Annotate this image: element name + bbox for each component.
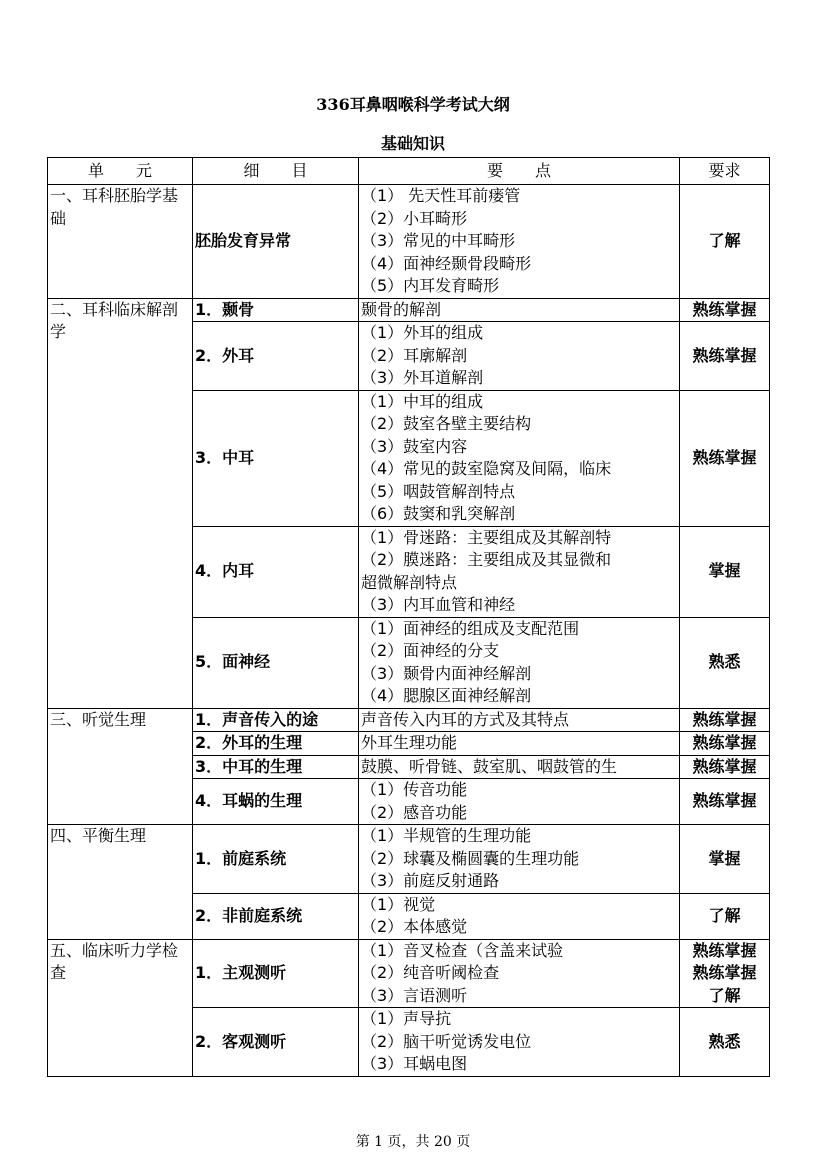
requirement-label: 熟练掌握	[692, 709, 757, 729]
page-footer: 第 1 页，共 20 页	[355, 1134, 471, 1150]
point-item: （2）脑干听觉诱发电位	[361, 1031, 532, 1051]
point-item: （3）前庭反射通路	[361, 871, 500, 890]
point-item: （4）腮腺区面神经解剖	[361, 686, 532, 705]
points-cell	[359, 893, 680, 939]
point-item: 超微解剖特点	[361, 572, 458, 592]
requirement-cell	[680, 1008, 770, 1077]
point-item: （2）本体感觉	[361, 917, 468, 936]
points-cell	[359, 298, 680, 322]
section-subtitle: 基础知识	[380, 134, 445, 153]
point-item: （1）面神经的组成及支配范围	[361, 618, 580, 638]
requirement-cell	[680, 893, 770, 939]
detail-label: 2．客观测听	[195, 1031, 287, 1051]
detail-label: 3．中耳	[195, 447, 255, 467]
point-item: （1）外耳的组成	[361, 323, 484, 342]
detail-label: 3．中耳的生理	[195, 756, 303, 776]
point-item: （3）言语测听	[361, 985, 468, 1005]
requirement-label: 熟练掌握	[692, 345, 757, 365]
requirement-cell	[680, 732, 770, 756]
points-cell	[359, 322, 680, 391]
requirement-cell	[680, 708, 770, 732]
points-cell	[359, 755, 680, 779]
point-item: （5）咽鼓管解剖特点	[361, 481, 516, 501]
requirement-label: 掌握	[708, 561, 741, 581]
points-cell	[359, 185, 680, 299]
requirement-cell	[680, 755, 770, 779]
header-detail: 细 目	[193, 158, 359, 185]
detail-cell	[193, 708, 359, 732]
table-row	[48, 825, 770, 894]
point-item: （3）外耳道解剖	[361, 368, 484, 387]
point-item: （3）常见的中耳畸形	[361, 231, 516, 250]
unit-cell	[48, 185, 193, 299]
point-item: （3）耳蜗电图	[361, 1054, 468, 1073]
points-cell	[359, 779, 680, 825]
header-unit: 单 元	[48, 158, 193, 185]
detail-cell	[193, 185, 359, 299]
syllabus-table	[47, 157, 770, 1077]
unit-cell	[48, 298, 193, 708]
table-body	[48, 185, 770, 1077]
point-item: （2）小耳畸形	[361, 208, 468, 228]
detail-cell	[193, 298, 359, 322]
points-cell	[359, 939, 680, 1008]
point-item: （2）面神经的分支	[361, 641, 500, 660]
detail-label: 2．外耳	[195, 345, 255, 365]
detail-cell	[193, 825, 359, 894]
detail-label: 2．非前庭系统	[195, 905, 303, 925]
unit-cell	[48, 939, 193, 1076]
detail-label: 1．前庭系统	[195, 848, 287, 868]
point-item: （3）鼓室内容	[361, 436, 468, 456]
requirement-label: 熟练掌握	[692, 791, 757, 811]
detail-cell	[193, 526, 359, 617]
points-cell	[359, 526, 680, 617]
table-row	[48, 185, 770, 299]
point-item: （2）耳廓解剖	[361, 345, 468, 365]
requirement-label: 了解	[708, 985, 741, 1005]
requirement-cell	[680, 298, 770, 322]
requirement-label: 熟悉	[708, 652, 741, 672]
detail-cell	[193, 893, 359, 939]
point-item: （4）面神经颞骨段畸形	[361, 253, 532, 273]
point-item: （1）视觉	[361, 894, 436, 914]
point-item: （6）鼓窦和乳突解剖	[361, 504, 516, 523]
points-cell	[359, 1008, 680, 1077]
point-item: （1）传音功能	[361, 780, 468, 799]
points-cell	[359, 617, 680, 708]
detail-label: 1．声音传入的途	[195, 709, 319, 729]
point-item: （5）内耳发育畸形	[361, 276, 500, 295]
table-header-row	[48, 158, 770, 185]
requirement-cell	[680, 185, 770, 299]
point-item: （2）鼓室各壁主要结构	[361, 414, 532, 433]
header-points: 要 点	[359, 158, 680, 185]
detail-label: 4．耳蜗的生理	[195, 791, 303, 811]
point-item: 声音传入内耳的方式及其特点	[361, 709, 570, 729]
requirement-label: 熟练掌握	[692, 447, 757, 467]
point-item: 颞骨的解剖	[361, 299, 442, 319]
point-item: （1）半规管的生理功能	[361, 826, 532, 845]
point-item: （1）骨迷路：主要组成及其解剖特	[361, 527, 612, 547]
requirement-label: 了解	[708, 231, 741, 250]
requirement-label: 了解	[708, 905, 741, 925]
detail-cell	[193, 1008, 359, 1077]
unit-label: 五、临床听力学检查	[50, 940, 179, 982]
point-item: （1）声导抗	[361, 1009, 452, 1028]
requirement-cell	[680, 322, 770, 391]
requirement-label: 熟练掌握	[692, 733, 757, 752]
unit-label: 一、耳科胚胎学基础	[50, 186, 179, 228]
points-cell	[359, 732, 680, 756]
point-item: （2）球囊及椭圆囊的生理功能	[361, 848, 580, 868]
points-cell	[359, 708, 680, 732]
requirement-label: 熟练掌握	[692, 940, 757, 960]
point-item: 外耳生理功能	[361, 733, 458, 752]
requirement-label: 熟练掌握	[692, 963, 757, 982]
detail-label: 5．面神经	[195, 652, 271, 672]
unit-cell	[48, 708, 193, 825]
point-item: （3）内耳血管和神经	[361, 595, 516, 614]
requirement-label: 掌握	[708, 848, 741, 868]
requirement-label: 熟悉	[708, 1031, 741, 1051]
detail-cell	[193, 322, 359, 391]
detail-label: 4．内耳	[195, 561, 255, 581]
unit-cell	[48, 825, 193, 940]
table-row	[48, 298, 770, 322]
detail-cell	[193, 755, 359, 779]
requirement-cell	[680, 390, 770, 526]
point-item: （1） 先天性耳前瘘管	[361, 186, 521, 205]
detail-label: 2．外耳的生理	[195, 733, 303, 752]
points-cell	[359, 390, 680, 526]
detail-cell	[193, 779, 359, 825]
unit-label: 二、耳科临床解剖学	[50, 299, 179, 341]
detail-cell	[193, 732, 359, 756]
requirement-cell	[680, 825, 770, 894]
table-row	[48, 708, 770, 732]
requirement-label: 熟练掌握	[692, 756, 757, 776]
detail-label: 胚胎发育异常	[195, 231, 292, 250]
requirement-cell	[680, 526, 770, 617]
point-item: （1）音叉检查（含盖来试验	[361, 940, 564, 960]
point-item: （1）中耳的组成	[361, 391, 484, 411]
detail-label: 1．主观测听	[195, 963, 287, 982]
unit-label: 三、听觉生理	[50, 709, 147, 729]
table-row	[48, 939, 770, 1008]
detail-cell	[193, 390, 359, 526]
point-item: （2）感音功能	[361, 802, 468, 822]
requirement-cell	[680, 779, 770, 825]
requirement-cell	[680, 939, 770, 1008]
requirement-label: 熟练掌握	[692, 299, 757, 319]
point-item: （3）颞骨内面神经解剖	[361, 663, 532, 683]
detail-cell	[193, 939, 359, 1008]
page-title: 336耳鼻咽喉科学考试大纲	[316, 95, 510, 114]
point-item: （2）纯音听阈检查	[361, 963, 500, 982]
header-requirement: 要求	[680, 158, 770, 185]
points-cell	[359, 825, 680, 894]
point-item: （2）膜迷路：主要组成及其显微和	[361, 550, 612, 569]
detail-label: 1．颞骨	[195, 299, 255, 319]
requirement-cell	[680, 617, 770, 708]
point-item: 鼓膜、听骨链、鼓室肌、咽鼓管的生	[361, 756, 618, 776]
point-item: （4）常见的鼓室隐窝及间隔，临床	[361, 459, 612, 478]
unit-label: 四、平衡生理	[50, 826, 147, 845]
detail-cell	[193, 617, 359, 708]
